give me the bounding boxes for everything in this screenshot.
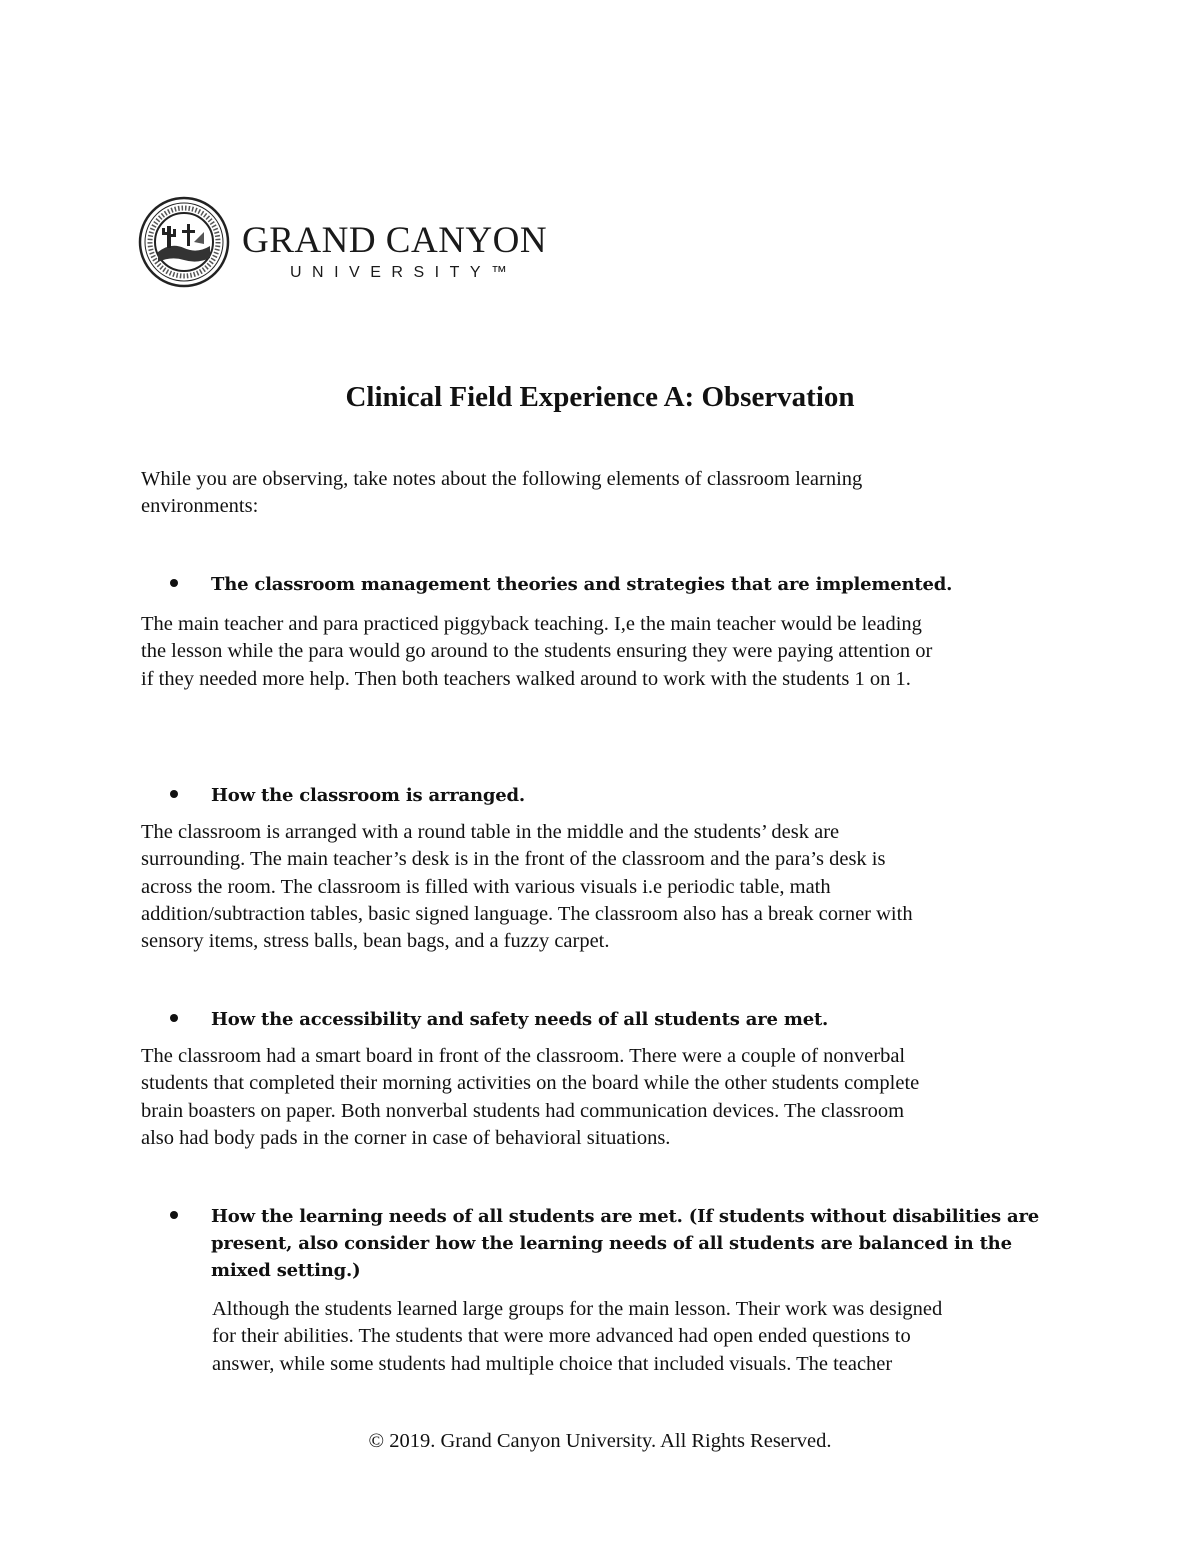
heading-line: How the accessibility and safety needs of all students are met. xyxy=(211,1009,829,1030)
heading-line: How the classroom is arranged. xyxy=(211,785,525,806)
body-line: also had body pads in the corner in case of behavioral situations. xyxy=(141,1126,671,1149)
page-title: Clinical Field Experience A: Observation xyxy=(345,381,855,413)
body-line: answer, while some students had multiple choice that included visuals. The teacher xyxy=(212,1352,893,1375)
intro-line: While you are observing, take notes about the following elements of classroom learning xyxy=(141,468,863,490)
heading-line: How the learning needs of all students are met. (If students without disabilities are xyxy=(211,1206,1040,1227)
bullet-icon xyxy=(170,579,178,587)
body-line: across the room. The classroom is filled with various visuals i.e periodic table, math xyxy=(141,875,831,898)
university-seal-icon xyxy=(138,196,230,288)
bullet-icon xyxy=(170,790,178,798)
heading-line: The classroom management theories and strategies that are implemented. xyxy=(211,574,953,595)
body-line: brain boasters on paper. Both nonverbal students had communication devices. The classroom xyxy=(141,1099,905,1122)
body-line: The classroom had a smart board in front of the classroom. There were a couple of nonverbal xyxy=(141,1045,906,1067)
body-line: sensory items, stress balls, bean bags, and a fuzzy carpet. xyxy=(141,930,610,953)
body-line: if they needed more help. Then both teachers walked around to work with the students 1 on 1. xyxy=(141,667,911,690)
section-body xyxy=(141,1043,919,1152)
university-logo xyxy=(138,196,558,292)
body-line: Although the students learned large groups for the main lesson. Their work was designed xyxy=(212,1298,943,1320)
bullet-icon xyxy=(170,1211,178,1219)
heading-line: present, also consider how the learning needs of all students are balanced in the xyxy=(211,1233,1012,1254)
body-line: for their abilities. The students that were more advanced had open ended questions to xyxy=(212,1325,911,1348)
heading-line: mixed setting.) xyxy=(211,1260,361,1281)
body-line: students that completed their morning activities on the board while the other students complete xyxy=(141,1072,920,1095)
section-body xyxy=(141,819,913,955)
body-line: addition/subtraction tables, basic signed language. The classroom also has a break corner with xyxy=(141,902,913,925)
section-body xyxy=(141,611,932,693)
body-line: The main teacher and para practiced piggyback teaching. I,e the main teacher would be leading xyxy=(141,613,922,635)
intro-paragraph xyxy=(141,466,862,521)
body-line: surrounding. The main teacher’s desk is in the front of the classroom and the para’s desk is xyxy=(141,848,886,871)
section-body xyxy=(212,1296,942,1378)
body-line: the lesson while the para would go around to the students ensuring they were paying attention or xyxy=(141,640,933,663)
page-footer: © 2019. Grand Canyon University. All Rights Reserved. xyxy=(368,1430,832,1452)
body-line: The classroom is arranged with a round table in the middle and the students’ desk are xyxy=(141,821,840,843)
logo-subtitle: UNIVERSITY™ xyxy=(290,264,518,281)
logo-name: GRAND CANYON xyxy=(242,220,548,261)
bullet-icon xyxy=(170,1014,178,1022)
intro-line: environments: xyxy=(141,495,259,518)
